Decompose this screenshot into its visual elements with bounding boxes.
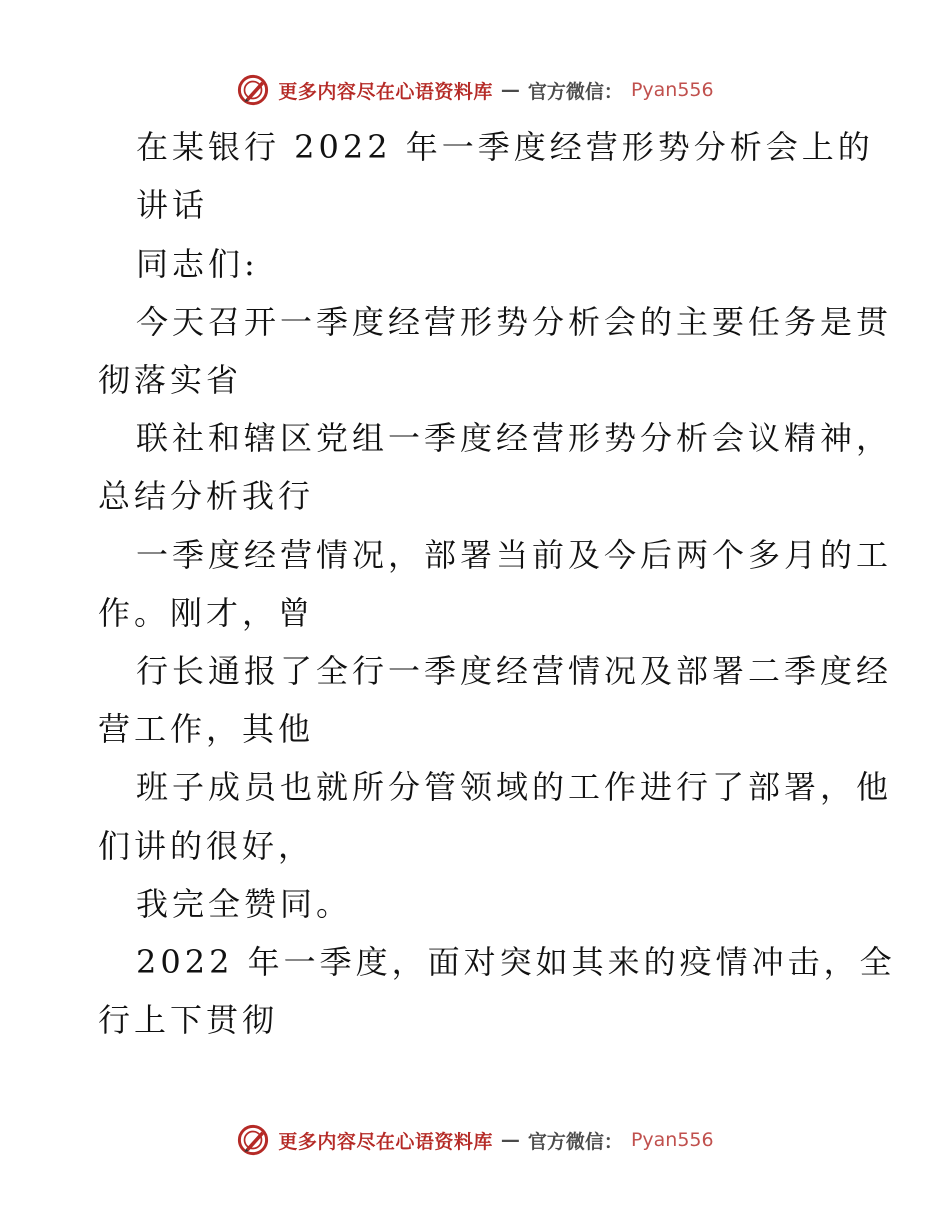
paragraph-line: 我完全赞同。 [136,885,353,923]
paragraph-line: 行上下贯彻 [98,1001,279,1039]
paragraph-line: 作。刚才，曾 [98,594,315,632]
paragraph-line: 班子成员也就所分管领域的工作进行了部署，他 [136,768,893,806]
banner-separator: — [500,1129,520,1151]
footer-banner [0,1120,950,1160]
banner-wechat-label: 官方微信： [527,1130,623,1153]
pen-circle-logo-icon [236,1123,270,1157]
salutation: 同志们: [136,245,259,283]
banner-wechat-id: Pyan556 [630,1129,714,1151]
paragraph-line: 彻落实省 [98,361,243,399]
document-title-line-1: 在某银行 2022 年一季度经营形势分析会上的 [136,128,874,166]
banner-brand-text: 更多内容尽在心语资料库 [278,1130,493,1153]
document-title-line-2: 讲话 [136,186,209,224]
paragraph-line: 总结分析我行 [98,477,315,515]
paragraph-line: 2022 年一季度，面对突如其来的疫情冲击，全 [136,943,896,981]
paragraph-line: 行长通报了全行一季度经营情况及部署二季度经 [136,652,893,690]
banner-separator: — [500,79,520,101]
paragraph-line: 们讲的很好， [98,827,315,865]
pen-circle-logo-icon [236,73,270,107]
banner-wechat-id: Pyan556 [630,79,714,101]
banner-wechat-label: 官方微信： [527,80,623,103]
paragraph-line: 一季度经营情况，部署当前及今后两个多月的工 [136,536,893,574]
header-banner [0,70,950,110]
paragraph-line: 联社和辖区党组一季度经营形势分析会议精神， [136,419,893,457]
paragraph-line: 营工作，其他 [98,710,315,748]
paragraph-line: 今天召开一季度经营形势分析会的主要任务是贯 [136,303,893,341]
banner-brand-text: 更多内容尽在心语资料库 [278,80,493,103]
